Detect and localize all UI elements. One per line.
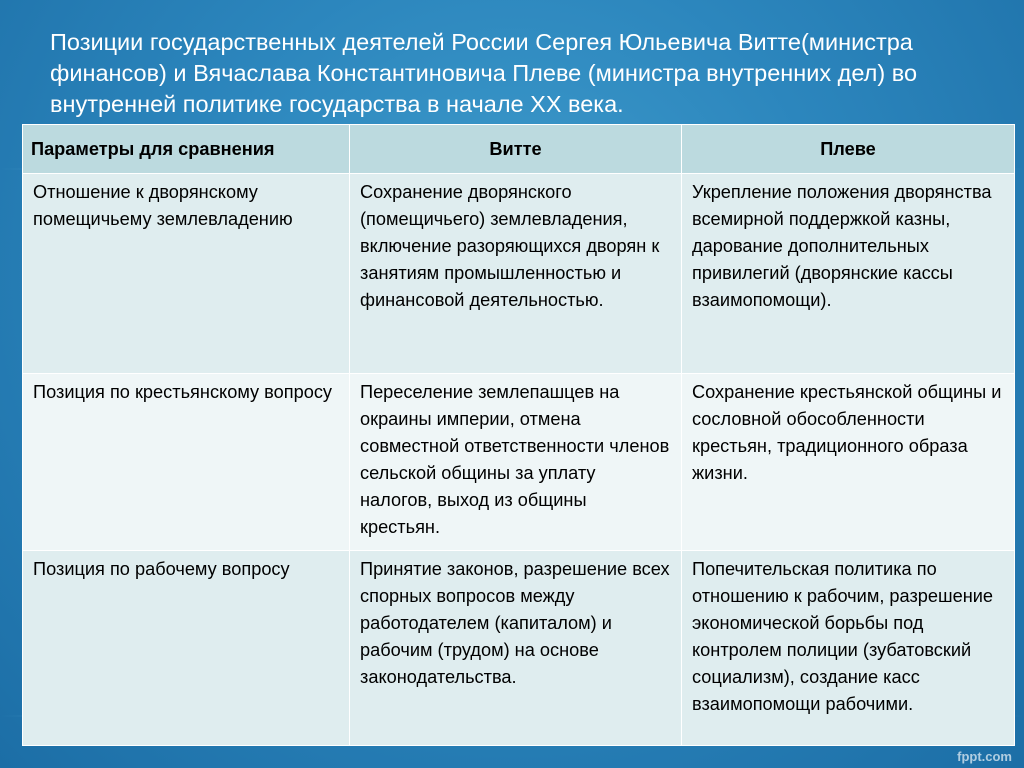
table-row	[23, 374, 1015, 551]
table-row	[23, 174, 1015, 374]
slide-title: Позиции государственных деятелей России Сергея Юльевича Витте(министра финансов) и Вячаслава Константиновича Плеве (министра внутренних дел) во внутренней политике государства в начале XX века.	[50, 29, 918, 117]
header-witte: Витте	[350, 125, 682, 174]
comparison-table	[22, 124, 1015, 746]
header-pleve: Плеве	[682, 125, 1015, 174]
row-pleve-cell: Попечительская политика по отношению к рабочим, разрешение экономической борьбы под контролем полиции (зубатовский социализм), создание касс взаимопомощи рабочими.	[682, 551, 1015, 746]
header-parameters: Параметры для сравнения	[23, 125, 350, 174]
brand-watermark: fppt.com	[957, 749, 1012, 764]
row-pleve-cell: Укрепление положения дворянства всемирной поддержкой казны, дарование дополнительных привилегий (дворянские кассы взаимопомощи).	[682, 174, 1015, 374]
row-pleve-cell: Сохранение крестьянской общины и сословной обособленности крестьян, традиционного образа жизни.	[682, 374, 1015, 551]
row-witte-cell: Сохранение дворянского (помещичьего) землевладения, включение разоряющихся дворян к занятиям промышленностью и финансовой деятельностью.	[350, 174, 682, 374]
row-parameter-cell: Позиция по рабочему вопросу	[23, 551, 350, 746]
row-witte-cell: Переселение землепашцев на окраины империи, отмена совместной ответственности членов сельской общины за уплату налогов, выход из общины крестьян.	[350, 374, 682, 551]
table-header-row	[23, 125, 1015, 174]
row-witte-cell: Принятие законов, разрешение всех спорных вопросов между работодателем (капиталом) и рабочим (трудом) на основе законодательства.	[350, 551, 682, 746]
row-parameter-cell: Отношение к дворянскому помещичьему землевладению	[23, 174, 350, 374]
table-row	[23, 551, 1015, 746]
row-parameter-cell: Позиция по крестьянскому вопросу	[23, 374, 350, 551]
